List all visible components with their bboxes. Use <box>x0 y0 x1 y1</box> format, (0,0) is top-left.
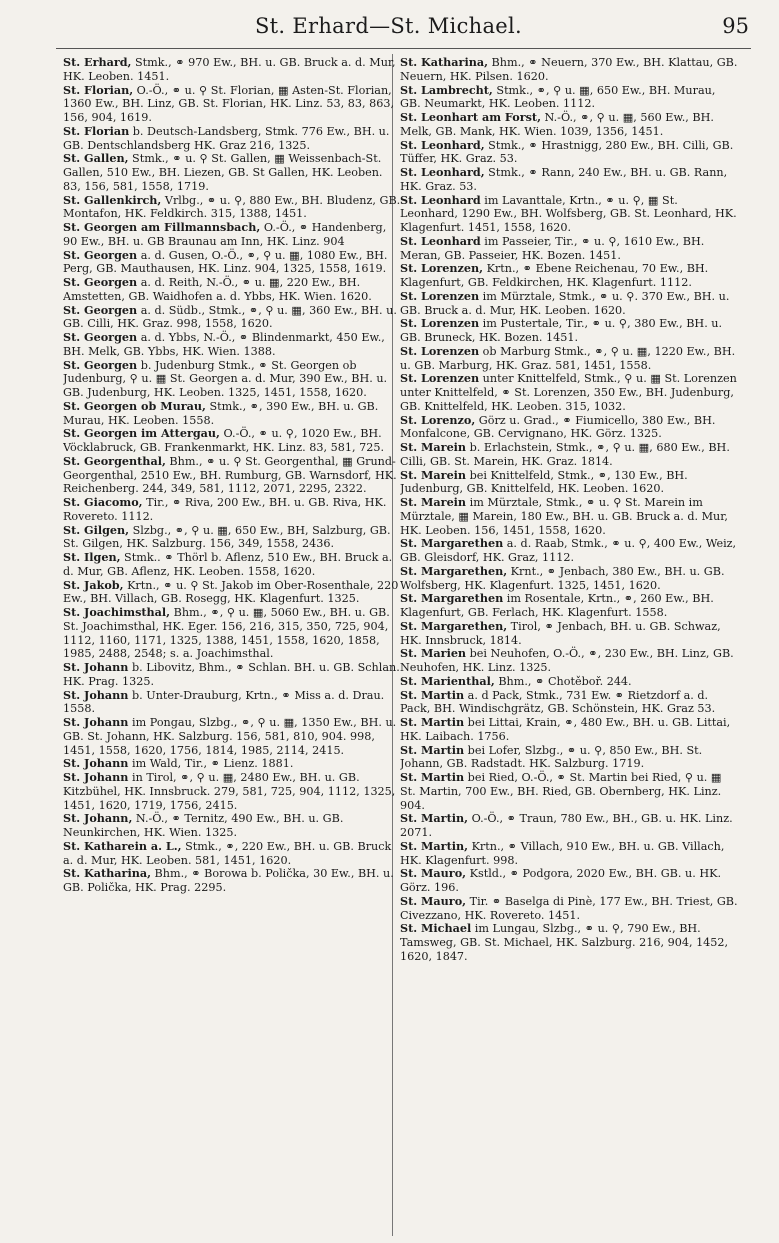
entry-place-name: St. Martin <box>400 687 465 702</box>
gazetteer-entry <box>400 592 738 620</box>
entry-place-name: St. Margarethen, <box>400 563 508 578</box>
gazetteer-entry <box>400 771 738 812</box>
gazetteer-entry <box>63 152 401 193</box>
entry-details: Stmk., ⚭ Rann, 240 Ew., BH. u. GB. Rann, HK. Graz. 53. <box>400 166 728 193</box>
entry-details: b. Judenburg Stmk., ⚭ St. Georgen ob Judenburg, ⚲ u. ▦ St. Georgen a. d. Mur, 390 Ew., BH. u. GB. Judenburg, HK. Leoben. 1325, 1451, 1558, 1620. <box>63 358 388 399</box>
gazetteer-entry <box>400 317 738 345</box>
gazetteer-entry <box>400 111 738 139</box>
gazetteer-entry <box>400 84 738 112</box>
entry-place-name: St. Lorenzen <box>400 371 480 386</box>
entry-place-name: St. Katharina, <box>400 56 488 69</box>
entry-place-name: St. Lorenzen <box>400 343 480 358</box>
entry-details: a. d. Gusen, O.-Ö., ⚭, ⚲ u. ▦, 1080 Ew., BH. Perg, GB. Mauthausen, HK. Linz. 904, 1325, 1558, 1619. <box>63 248 388 276</box>
entry-place-name: St. Georgenthal, <box>63 453 166 468</box>
entry-place-name: St. Margarethen, <box>400 618 508 633</box>
gazetteer-entry <box>63 606 401 661</box>
entry-details: bei Littai, Krain, ⚭, 480 Ew., BH. u. GB. Littai, HK. Laibach. 1756. <box>400 716 731 743</box>
entry-place-name: St. Georgen <box>63 330 138 344</box>
entry-place-name: St. Ilgen, <box>63 550 121 564</box>
entry-place-name: St. Leonhard, <box>400 165 485 179</box>
entry-details: b. Deutsch-Landsberg, Stmk. 776 Ew., BH. u. GB. Dentschlandsberg HK. Graz 216, 1325. <box>63 124 390 152</box>
entry-details: Stmk., ⚭ Hrastnigg, 280 Ew., BH. Cilli, GB. Tüffer, HK. Graz. 53. <box>400 138 734 166</box>
entry-details: b. Erlachstein, Stmk., ⚭, ⚲ u. ▦, 680 Ew., BH. Cilli, GB. St. Marein, HK. Graz. 1814. <box>400 441 730 468</box>
entry-place-name: St. Martin <box>400 742 465 757</box>
entry-details: Tir. ⚭ Baselga di Pinè, 177 Ew., BH. Triest, GB. Civezzano, HK. Rovereto. 1451. <box>400 894 738 922</box>
entry-place-name: St. Johann <box>63 756 129 771</box>
entry-details: Stmk., ⚭ 970 Ew., BH. u. GB. Bruck a. d. Mur, HK. Leoben. 1451. <box>63 56 396 83</box>
right-column <box>400 56 738 1236</box>
entry-details: Bhm., ⚭, ⚲ u. ▦, 5060 Ew., BH. u. GB. St. Joachimsthal, HK. Eger. 156, 216, 315, 350, 725, 904, 1112, 1160, 1171, 1325, 1388, 1451, 1558, 1620, 1858, 1985, 2488, 2548; s. a. Joachimsthal. <box>63 606 390 661</box>
entry-place-name: St. Florian <box>63 123 130 138</box>
gazetteer-entry <box>63 524 401 552</box>
entry-place-name: St. Leonhard <box>400 192 481 207</box>
page-number: 95 <box>722 14 749 38</box>
entry-details: O.-Ö., ⚭ Handenberg, 90 Ew., BH. u. GB Braunau am Inn, HK. Linz. 904 <box>63 221 387 248</box>
entry-details: im Lungau, Slzbg., ⚭ u. ⚲, 790 Ew., BH. Tamsweg, GB. St. Michael, HK. Salzburg. 216, 904, 1452, 1620, 1847. <box>400 922 729 963</box>
header-rule <box>56 48 751 49</box>
entry-details: im Wald, Tir., ⚭ Lienz. 1881. <box>128 757 294 771</box>
entry-details: a. d. Südb., Stmk., ⚭, ⚲ u. ▦, 360 Ew., BH. u. GB. Cilli, HK. Graz. 998, 1558, 1620. <box>63 303 397 331</box>
gazetteer-entry <box>400 812 738 840</box>
page-header <box>0 14 779 42</box>
gazetteer-entry <box>63 867 401 895</box>
gazetteer-entry <box>400 895 738 923</box>
gazetteer-entry <box>400 414 738 442</box>
entry-place-name: St. Johann <box>63 770 129 784</box>
entry-place-name: St. Martin, <box>400 838 469 853</box>
entry-details: unter Knittelfeld, Stmk., ⚲ u. ▦ St. Lorenzen unter Knittelfeld, ⚭ St. Lorenzen, 350 Ew., BH. Judenburg, GB. Knittelfeld, HK. Leoben. 315, 1032. <box>400 372 737 413</box>
gazetteer-entry <box>63 331 401 359</box>
gazetteer-entry <box>63 579 401 607</box>
entry-details: bei Ried, O.-Ö., ⚭ St. Martin bei Ried, ⚲ u. ▦ St. Martin, 700 Ew., BH. Ried, GB. Obernberg, HK. Linz. 904. <box>400 771 722 812</box>
entry-details: Krnt., ⚭ Jenbach, 380 Ew., BH. u. GB. Wolfsberg, HK. Klagenfurt. 1325, 1451, 1620. <box>400 564 725 592</box>
gazetteer-entry <box>400 675 738 689</box>
gazetteer-entry <box>400 469 738 497</box>
entry-details: Kstld., ⚭ Podgora, 2020 Ew., BH. GB. u. HK. Görz. 196. <box>400 867 722 894</box>
entry-details: im Pustertale, Tir., ⚭ u. ⚲, 380 Ew., BH. u. GB. Bruneck, HK. Bozen. 1451. <box>400 317 723 344</box>
gazetteer-entry <box>400 620 738 648</box>
entry-place-name: St. Mauro, <box>400 893 467 908</box>
entry-place-name: St. Leonhart am Forst, <box>400 110 541 124</box>
entry-place-name: St. Gilgen, <box>63 522 130 537</box>
entry-details: O.-Ö., ⚭ u. ⚲, 1020 Ew., BH. Vöcklabruck, GB. Frankenmarkt, HK. Linz. 83, 581, 725. <box>63 427 384 454</box>
entry-place-name: St. Georgen <box>63 302 138 317</box>
entry-details: in Tirol, ⚭, ⚲ u. ▦, 2480 Ew., BH. u. GB. Kitzbühel, HK. Innsbruck. 279, 581, 725, 904, 1112, 1325, 1451, 1620, 1719, 1756, 2415. <box>63 771 396 812</box>
entry-place-name: St. Johann <box>63 687 129 702</box>
entry-place-name: St. Georgen <box>63 357 138 372</box>
gazetteer-entry <box>400 496 738 537</box>
entry-place-name: St. Marienthal, <box>400 673 495 688</box>
gazetteer-entry <box>400 345 738 373</box>
entry-details: a. d Pack, Stmk., 731 Ew. ⚭ Rietzdorf a. d. Pack, BH. Windischgrätz, GB. Schönstein, HK. Graz 53. <box>400 688 716 716</box>
entry-place-name: St. Johann <box>63 660 129 674</box>
entry-place-name: St. Katharina, <box>63 866 151 881</box>
gazetteer-entry <box>400 235 738 263</box>
entry-place-name: St. Johann, <box>63 811 133 826</box>
entry-details: im Lavanttale, Krtn., ⚭ u. ⚲, ▦ St. Leonhard, 1290 Ew., BH. Wolfsberg, GB. St. Leonhard, HK. Klagenfurt. 1451, 1558, 1620. <box>400 193 737 234</box>
gazetteer-entry <box>63 304 401 332</box>
gazetteer-entry <box>400 867 738 895</box>
entry-details: a. d. Raab, Stmk., ⚭ u. ⚲, 400 Ew., Weiz, GB. Gleisdorf, HK. Graz, 1112. <box>400 537 737 564</box>
entry-details: Vrlbg., ⚭ u. ⚲, 880 Ew., BH. Bludenz, GB. Montafon, HK. Feldkirch. 315, 1388, 1451. <box>63 193 401 221</box>
entry-details: N.-Ö., ⚭, ⚲ u. ▦, 560 Ew., BH. Melk, GB. Mank, HK. Wien. 1039, 1356, 1451. <box>400 111 714 138</box>
gazetteer-entry <box>63 496 401 524</box>
entry-place-name: St. Mauro, <box>400 866 467 881</box>
gazetteer-entry <box>63 455 401 496</box>
entry-place-name: St. Margarethen <box>400 591 504 606</box>
gazetteer-entry <box>400 840 738 868</box>
entry-details: Krtn., ⚭ Ebene Reichenau, 70 Ew., BH. Klagenfurt, GB. Feldkirchen, HK. Klagenfurt. 1112. <box>400 262 709 289</box>
entry-place-name: St. Gallen, <box>63 151 129 166</box>
entry-place-name: St. Leonhard <box>400 233 481 248</box>
entry-details: im Mürztale, Stmk., ⚭ u. ⚲. 370 Ew., BH. u. GB. Bruck a. d. Mur, HK. Leoben. 1620. <box>400 289 730 317</box>
entry-place-name: St. Erhard, <box>63 56 132 69</box>
entry-details: im Pongau, Slzbg., ⚭, ⚲ u. ▦, 1350 Ew., BH. u. GB. St. Johann, HK. Salzburg. 156, 581, 810, 904. 998, 1451, 1558, 1620, 1756, 1814, 1985, 2114, 2415. <box>63 716 397 757</box>
gazetteer-entry <box>400 262 738 290</box>
gazetteer-entry <box>63 125 401 153</box>
entry-details: a. d. Ybbs, N.-Ö., ⚭ Blindenmarkt, 450 Ew., BH. Melk, GB. Ybbs, HK. Wien. 1388. <box>63 331 385 358</box>
entry-place-name: St. Marein <box>400 495 467 509</box>
entry-details: Krtn., ⚭ u. ⚲ St. Jakob im Ober-Rosenthale, 220 Ew., BH. Villach, GB. Rosegg, HK. Klagenfurt. 1325. <box>63 578 399 606</box>
gazetteer-entry <box>63 194 401 222</box>
entry-details: Stmk.. ⚭ Thörl b. Aflenz, 510 Ew., BH. Bruck a. d. Mur, GB. Aflenz, HK. Leoben. 1558, 1620. <box>63 551 393 578</box>
entry-details: Krtn., ⚭ Villach, 910 Ew., BH. u. GB. Villach, HK. Klagenfurt. 998. <box>400 839 725 867</box>
gazetteer-entry <box>63 427 401 455</box>
entry-details: Bhm., ⚭ Chotěboř. 244. <box>494 674 632 688</box>
entry-place-name: St. Martin, <box>400 811 469 826</box>
gazetteer-entry <box>400 565 738 593</box>
entry-place-name: St. Lorenzo, <box>400 412 476 427</box>
entry-details: b. Unter-Drauburg, Krtn., ⚭ Miss a. d. Drau. 1558. <box>63 688 385 716</box>
entry-details: Bhm., ⚭ u. ⚲ St. Georgenthal, ▦ Grund-Georgenthal, 2510 Ew., BH. Rumburg, GB. Warnsdorf, HK. Reichenberg. 244, 349, 581, 1112, 2071, 2295, 2322. <box>63 454 397 496</box>
entry-place-name: St. Jakob, <box>63 577 124 592</box>
entry-details: Bhm., ⚭ Neuern, 370 Ew., BH. Klattau, GB. Neuern, HK. Pilsen. 1620. <box>400 56 738 83</box>
gazetteer-entry <box>63 689 401 717</box>
entry-details: im Rosentale, Krtn., ⚭, 260 Ew., BH. Klagenfurt, GB. Ferlach, HK. Klagenfurt. 1558. <box>400 592 714 619</box>
gazetteer-entry <box>63 276 401 304</box>
entry-place-name: St. Lorenzen <box>400 288 480 303</box>
entry-place-name: St. Joachimsthal, <box>63 605 171 619</box>
entry-details: Stmk., ⚭, ⚲ u. ▦, 650 Ew., BH. Murau, GB. Neumarkt, HK. Leoben. 1112. <box>400 83 716 111</box>
entry-place-name: St. Michael <box>400 921 472 936</box>
entry-details: Bhm., ⚭ Borowa b. Polička, 30 Ew., BH. u. GB. Polička, HK. Prag. 2295. <box>63 867 394 894</box>
entry-details: ob Marburg Stmk., ⚭, ⚲ u. ▦, 1220 Ew., BH. u. GB. Marburg, HK. Graz. 581, 1451, 1558. <box>400 344 736 372</box>
gazetteer-entry <box>400 194 738 235</box>
gazetteer-entry <box>400 56 738 84</box>
gazetteer-entry <box>400 922 738 963</box>
entry-details: Görz u. Grad., ⚭ Fiumicello, 380 Ew., BH. Monfalcone, GB. Cervignano, HK. Görz. 1325. <box>400 413 716 441</box>
entry-place-name: St. Marien <box>400 646 467 661</box>
entry-details: b. Libovitz, Bhm., ⚭ Schlan. BH. u. GB. Schlan. HK. Prag. 1325. <box>63 661 400 688</box>
gazetteer-entry <box>63 400 401 428</box>
entry-place-name: St. Georgen am Fillmannsbach, <box>63 220 261 234</box>
entry-details: a. d. Reith, N.-Ö., ⚭ u. ▦, 220 Ew., BH. Amstetten, GB. Waidhofen a. d. Ybbs, HK. Wien. 1620. <box>63 276 372 303</box>
gazetteer-entry <box>400 647 738 675</box>
entry-place-name: St. Leonhard, <box>400 137 485 152</box>
gazetteer-entry <box>400 166 738 194</box>
entry-details: Tir., ⚭ Riva, 200 Ew., BH. u. GB. Riva, HK. Rovereto. 1112. <box>63 496 387 523</box>
gazetteer-entry <box>400 689 738 717</box>
gazetteer-entry <box>63 56 401 84</box>
gazetteer-entry <box>63 249 401 277</box>
entry-details: Slzbg., ⚭, ⚲ u. ▦, 650 Ew., BH, Salzburg, GB. St. Gilgen, HK. Salzburg. 156, 349, 1558, 2436. <box>63 523 391 551</box>
gazetteer-entry <box>63 84 401 125</box>
entry-details: Stmk., ⚭ u. ⚲ St. Gallen, ▦ Weissenbach-St. Gallen, 510 Ew., BH. Liezen, GB. St Gallen, HK. Leoben. 83, 156, 581, 1558, 1719. <box>63 152 383 193</box>
entry-place-name: St. Johann <box>63 715 129 729</box>
entry-place-name: St. Martin <box>400 715 465 729</box>
entry-place-name: St. Marein <box>400 440 467 454</box>
gazetteer-entry <box>63 221 401 249</box>
entry-details: Stmk., ⚭, 390 Ew., BH. u. GB. Murau, HK. Leoben. 1558. <box>63 399 379 427</box>
entry-details: bei Lofer, Slzbg., ⚭ u. ⚲, 850 Ew., BH. St. Johann, GB. Radstadt. HK. Salzburg. 1719. <box>400 743 703 771</box>
gazetteer-entry <box>400 139 738 167</box>
gazetteer-entry <box>400 441 738 469</box>
gazetteer-entry <box>63 757 401 771</box>
left-column <box>63 56 401 1236</box>
entry-details: Stmk., ⚭, 220 Ew., BH. u. GB. Bruck a. d. Mur, HK. Leoben. 581, 1451, 1620. <box>63 839 392 867</box>
entry-details: im Mürztale, Stmk., ⚭ u. ⚲ St. Marein im Mürztale, ▦ Marein, 180 Ew., BH. u. GB. Bruck a. d. Mur, HK. Leoben. 156, 1451, 1558, 1620. <box>400 496 728 537</box>
gazetteer-entry <box>400 716 738 744</box>
running-title: St. Erhard—St. Michael. <box>255 14 522 38</box>
entry-place-name: St. Florian, <box>63 82 134 97</box>
gazetteer-entry <box>400 744 738 772</box>
entry-place-name: St. Georgen <box>63 275 138 289</box>
entry-details: N.-Ö., ⚭ Ternitz, 490 Ew., BH. u. GB. Neunkirchen, HK. Wien. 1325. <box>63 812 344 839</box>
entry-place-name: St. Lambrecht, <box>400 82 493 97</box>
gazetteer-entry <box>63 812 401 840</box>
gazetteer-entry <box>63 840 401 868</box>
entry-place-name: St. Lorenzen, <box>400 261 484 276</box>
gazetteer-entry <box>400 537 738 565</box>
gazetteer-entry <box>400 290 738 318</box>
entry-place-name: St. Katharein a. L., <box>63 838 182 853</box>
entry-details: O.-Ö., ⚭ Traun, 780 Ew., BH., GB. u. HK. Linz. 2071. <box>400 812 733 839</box>
entry-details: im Passeier, Tir., ⚭ u. ⚲, 1610 Ew., BH. Meran, GB. Passeier, HK. Bozen. 1451. <box>400 234 705 262</box>
gazetteer-entry <box>63 716 401 757</box>
entry-place-name: St. Giacomo, <box>63 495 143 509</box>
entry-place-name: St. Lorenzen <box>400 316 480 331</box>
gazetteer-entry <box>63 661 401 689</box>
entry-place-name: St. Georgen <box>63 247 138 262</box>
entry-details: bei Knittelfeld, Stmk., ⚭, 130 Ew., BH. Judenburg, GB. Knittelfeld, HK. Leoben. 1620. <box>400 468 688 496</box>
entry-place-name: St. Margarethen <box>400 536 504 551</box>
entry-details: bei Neuhofen, O.-Ö., ⚭, 230 Ew., BH. Linz, GB. Neuhofen, HK. Linz. 1325. <box>400 647 734 674</box>
entry-place-name: St. Georgen ob Murau, <box>63 398 206 413</box>
entry-place-name: St. Martin <box>400 770 465 784</box>
gazetteer-entry <box>63 359 401 400</box>
entry-place-name: St. Georgen im Attergau, <box>63 426 220 441</box>
entry-place-name: St. Gallenkirch, <box>63 192 162 207</box>
gazetteer-entry <box>63 551 401 579</box>
gazetteer-entry <box>400 372 738 413</box>
entry-place-name: St. Marein <box>400 467 467 482</box>
gazetteer-entry <box>63 771 401 812</box>
entry-details: O.-Ö., ⚭ u. ⚲ St. Florian, ▦ Asten-St. Florian, 1360 Ew., BH. Linz, GB. St. Florian, HK. Linz. 53, 83, 863, 156, 904, 1619. <box>63 83 395 124</box>
entry-details: Tirol, ⚭ Jenbach, BH. u. GB. Schwaz, HK. Innsbruck, 1814. <box>400 619 721 647</box>
